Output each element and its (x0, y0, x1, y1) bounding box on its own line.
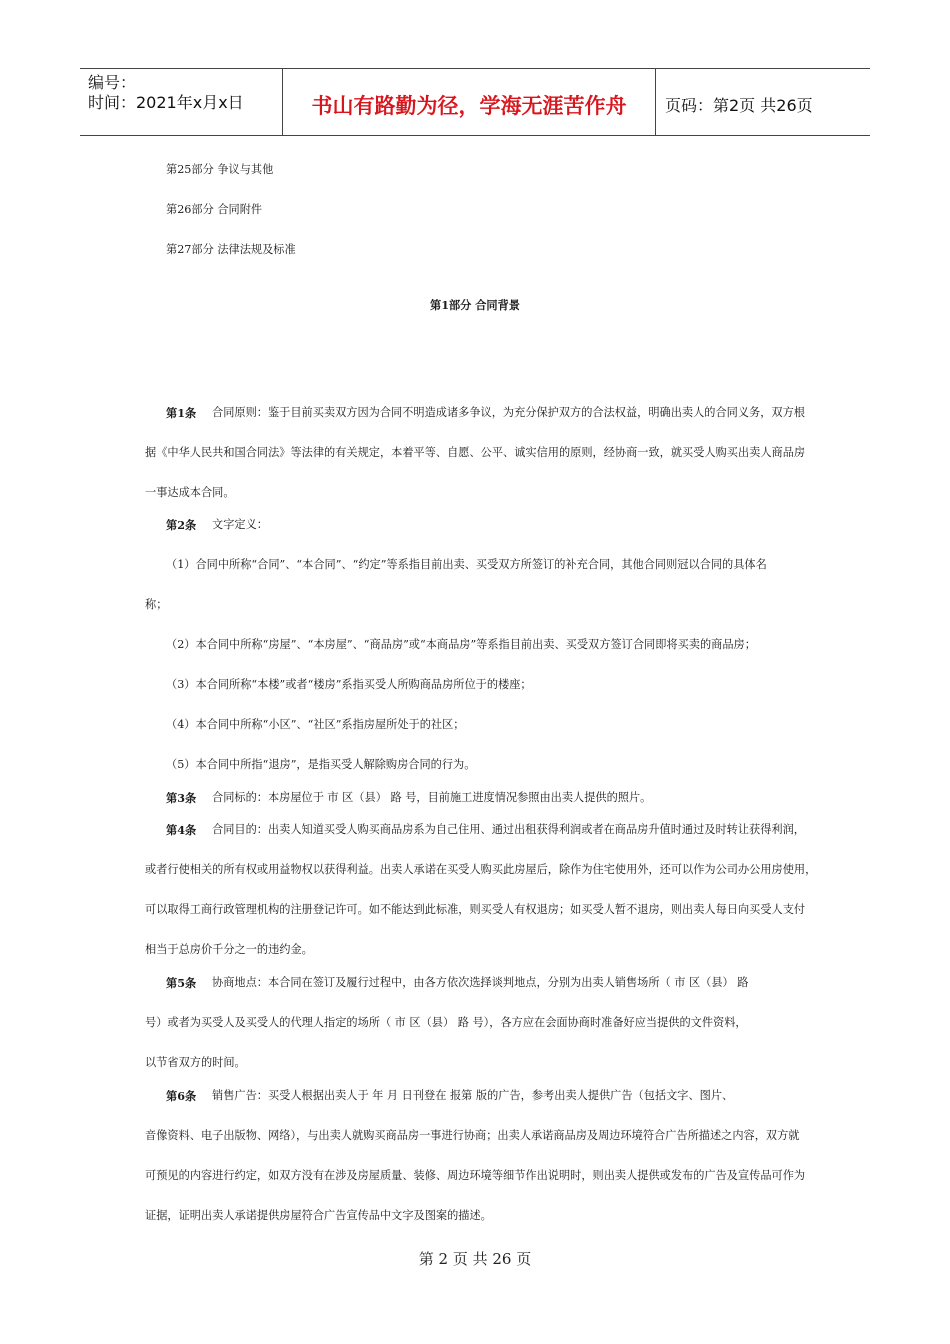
header-motto: 书山有路勤为径，学海无涯苦作舟 (311, 94, 627, 118)
article-6-label: 第6条 (166, 1089, 197, 1103)
article-5-label: 第5条 (166, 976, 197, 990)
article-5-line-2: 号）或者为买受人及买受人的代理人指定的场所（ 市 区（县） 路 号），各方应在会面协商时准备好应当提供的文件资料， (145, 1016, 747, 1029)
document-date-label: 时间：2021年x月x日 (88, 93, 244, 112)
article-1-line-2: 据《中华人民共和国合同法》等法律的有关规定，本着平等、自愿、公平、诚实信用的原则，经协商一致，就买受人购买出卖人商品房 (145, 446, 806, 459)
article-2-item-4: （4）本合同中所称“小区”、“社区”系指房屋所处于的社区； (166, 718, 465, 731)
article-3-label: 第3条 (166, 791, 197, 805)
header-bottom-border (80, 135, 870, 136)
article-6-line-1: 销售广告：买受人根据出卖人于 年 月 日刊登在 报第 版的广告，参考出卖人提供广告（包括文字、图片、 (212, 1089, 734, 1102)
section-title: 第1部分 合同背景 (430, 298, 520, 312)
header-page-info: 页码：第2页 共26页 (665, 96, 813, 115)
toc-item-27: 第27部分 法律法规及标准 (166, 243, 296, 256)
article-3-line-1: 合同标的：本房屋位于 市 区（县） 路 号，目前施工进度情况参照由出卖人提供的照片。 (212, 791, 652, 804)
article-2-label: 第2条 (166, 518, 197, 532)
article-4-label: 第4条 (166, 823, 197, 837)
article-2-item-1-cont: 称； (145, 598, 168, 611)
article-2-heading: 文字定义： (212, 518, 268, 531)
article-5-line-1: 协商地点：本合同在签订及履行过程中，由各方依次选择谈判地点，分别为出卖人销售场所（ 市 区（县） 路 (212, 976, 749, 989)
article-2-item-5: （5）本合同中所指“退房”，是指买受人解除购房合同的行为。 (166, 758, 476, 771)
article-6-line-2: 音像资料、电子出版物、网络），与出卖人就购买商品房一事进行协商；出卖人承诺商品房及周边环境符合广告所描述之内容，双方就 (145, 1129, 800, 1142)
article-2-item-1: （1）合同中所称“合同”、“本合同”、“约定”等系指目前出卖、买受双方所签订的补充合同，其他合同则冠以合同的具体名 (166, 558, 767, 571)
article-1-line-1: 合同原则：鉴于目前买卖双方因为合同不明造成诸多争议，为充分保护双方的合法权益，明确出卖人的合同义务，双方根 (212, 406, 805, 419)
toc-item-26: 第26部分 合同附件 (166, 203, 263, 216)
header-top-border (80, 68, 870, 69)
article-4-line-3: 可以取得工商行政管理机构的注册登记许可。如不能达到此标准，则买受人有权退房；如买受人暂不退房，则出卖人每日向买受人支付 (145, 903, 806, 916)
article-4-line-4: 相当于总房价千分之一的违约金。 (145, 943, 313, 956)
article-2-item-3: （3）本合同所称“本楼”或者“楼房”系指买受人所购商品房所位于的楼座； (166, 678, 532, 691)
article-6-line-4: 证据，证明出卖人承诺提供房屋符合广告宣传品中文字及图案的描述。 (145, 1209, 492, 1222)
article-1-label: 第1条 (166, 406, 197, 420)
article-4-line-2: 或者行使相关的所有权或用益物权以获得利益。出卖人承诺在买受人购买此房屋后，除作为住宅使用外，还可以作为公司办公用房使用， (145, 863, 817, 876)
article-6-line-3: 可预见的内容进行约定，如双方没有在涉及房屋质量、装修、周边环境等细节作出说明时，则出卖人提供或发布的广告及宣传品可作为 (145, 1169, 806, 1182)
document-number-label: 编号： (88, 73, 137, 92)
article-5-line-3: 以节省双方的时间。 (145, 1056, 246, 1069)
toc-item-25: 第25部分 争议与其他 (166, 163, 274, 176)
page-footer: 第 2 页 共 26 页 (418, 1250, 532, 1268)
article-4-line-1: 合同目的：出卖人知道买受人购买商品房系为自己住用、通过出租获得利润或者在商品房升值时通过及时转让获得利润， (212, 823, 805, 836)
header-divider-right (655, 68, 656, 136)
article-2-item-2: （2）本合同中所称“房屋”、“本房屋”、“商品房”或“本商品房”等系指目前出卖、买受双方签订合同即将买卖的商品房； (166, 638, 756, 651)
article-1-line-3: 一事达成本合同。 (145, 486, 235, 499)
